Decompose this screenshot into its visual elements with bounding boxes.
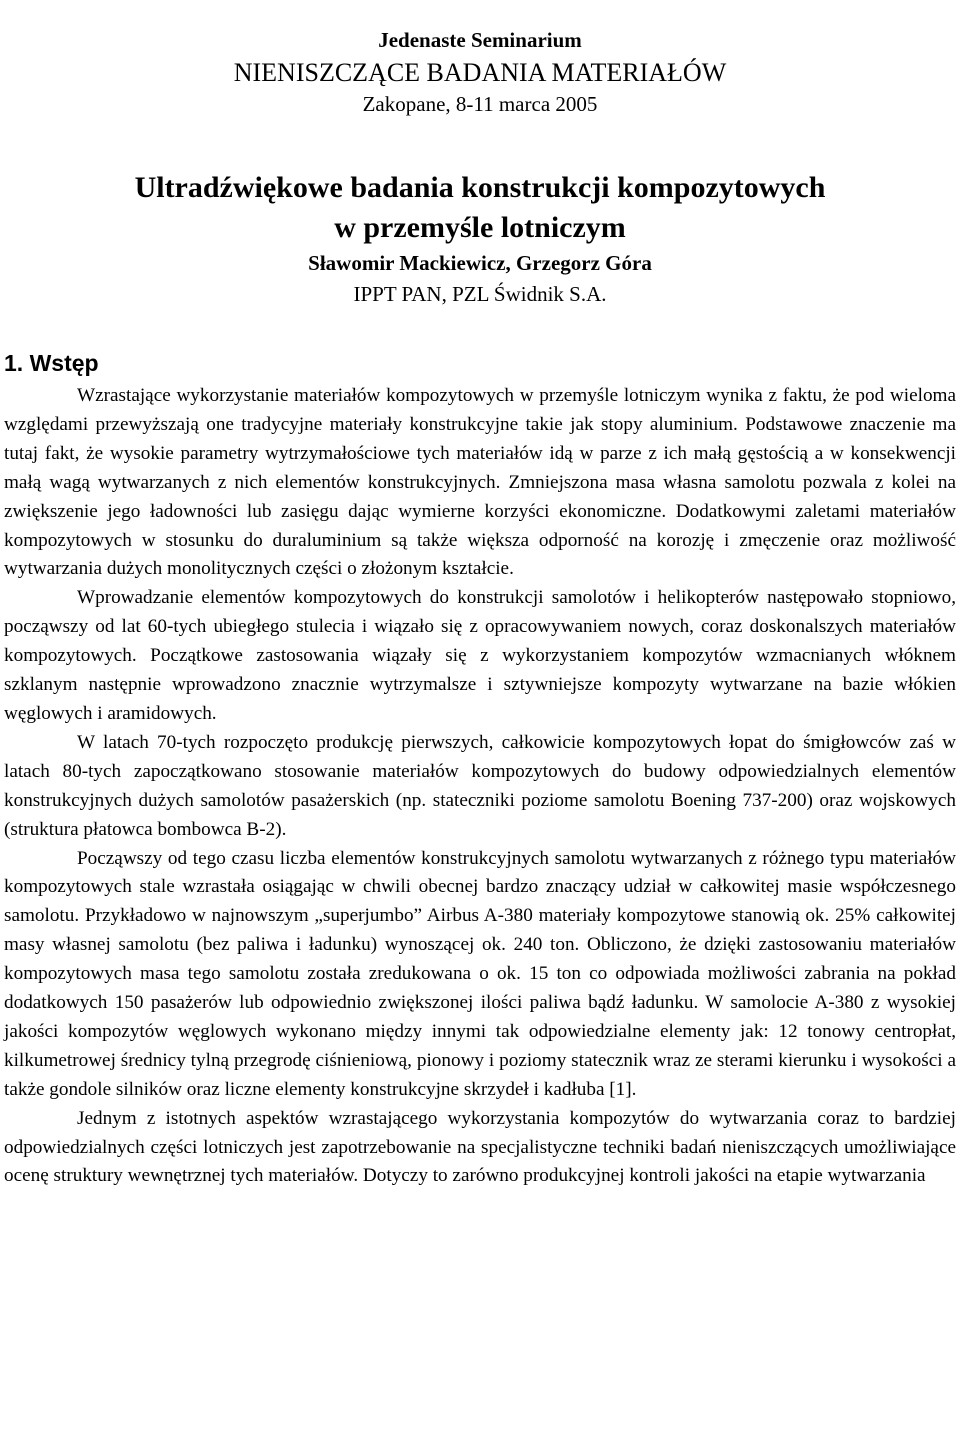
paper-title-line-1: Ultradźwiękowe badania konstrukcji kompozytowych (134, 171, 826, 204)
paper-affiliation: IPPT PAN, PZL Świdnik S.A. (353, 282, 607, 306)
conference-name: NIENISZCZĄCE BADANIA MATERIAŁÓW (233, 58, 727, 87)
paper-authors: Sławomir Mackiewicz, Grzegorz Góra (308, 251, 652, 275)
body-paragraph: W latach 70-tych rozpoczęto produkcję pierwszych, całkowicie kompozytowych łopat do śmigłowców zaś w latach 80-tych zapoczątkowano stosowanie materiałów kompozytowych do budowy odpowiedzialnych elementów konstrukcyjnych dużych samolotów pasażerskich (np. stateczniki poziome samolotu Boening 737-200) oraz wojskowych (struktura płatowca bombowca B-2). (4, 731, 956, 840)
paper-title-line-2: w przemyśle lotniczym (334, 211, 626, 244)
body-paragraph: Wzrastające wykorzystanie materiałów kompozytowych w przemyśle lotniczym wynika z faktu, że pod wieloma względami przewyższają one tradycyjne materiały konstrukcyjne takie jak stopy aluminium. Podstawowe znaczenie ma tutaj fakt, że wysokie parametry wytrzymałościowe tych materiałów idą w parze z ich małą gęstością a w konsekwencji małą wagą wytwarzanych z nich elementów konstrukcyjnych. Zmniejszona masa własna samolotu pozwala z kolei na zwiększenie jego ładowności lub zasięgu dając wymierne korzyści ekonomiczne. Dodatkowymi zaletami materiałów kompozytowych w stosunku do duraluminium są także większa odporność na korozję i zmęczenie oraz możliwość wytwarzania dużych monolitycznych części o złożonym kształcie. (4, 385, 956, 580)
conference-place-date: Zakopane, 8-11 marca 2005 (362, 92, 598, 116)
body-paragraph: Wprowadzanie elementów kompozytowych do konstrukcji samolotów i helikopterów następowało stopniowo, począwszy od lat 60-tych ubiegłego stulecia i wiązało się z opracowywaniem nowych, coraz doskonalszych materiałów kompozytowych. Początkowe zastosowania wiązały się z wykorzystaniem kompozytów wzmacnianych włóknem szklanym następnie wprowadzono znacznie wytrzymalsze i sztywniejsze kompozyty wytwarzane na bazie włókien węglowych i aramidowych. (4, 587, 956, 724)
body-paragraph: Począwszy od tego czasu liczba elementów konstrukcyjnych samolotu wytwarzanych z różnego typu materiałów kompozytowych stale wzrastała osiągając w chwili obecnej bardzo znaczący udział w całkowitej masie współczesnego samolotu. Przykładowo w najnowszym „superjumbo” Airbus A-380 materiały kompozytowe stanowią ok. 25% całkowitej masy własnej samolotu (bez paliwa i ładunku) wynoszącej ok. 240 ton. Obliczono, że dzięki zastosowaniu materiałów kompozytowych masa tego samolotu została zredukowana o ok. 15 ton co odpowiada możliwości zabrania na pokład dodatkowych 150 pasażerów lub odpowiednio zwiększonej ilości paliwa bądź ładunku. W samolocie A-380 z wysokiej jakości kompozytów węglowych wykonano między innymi tak odpowiedzialne elementy jak: 12 tonowy centropłat, kilkumetrowej średnicy tylną przegrodę ciśnieniową, pionowy i poziomy statecznik wraz ze sterami kierunku i wysokości a także gondole silników oraz liczne elementy konstrukcyjne skrzydeł i kadłuba [1]. (4, 847, 956, 1100)
conference-series: Jedenaste Seminarium (378, 28, 582, 52)
body-paragraph: Jednym z istotnych aspektów wzrastającego wykorzystania kompozytów do wytwarzania coraz to bardziej odpowiedzialnych części lotniczych jest zapotrzebowanie na specjalistyczne techniki badań nieniszczących umożliwiające ocenę struktury wewnętrznej tych materiałów. Dotyczy to zarówno produkcyjnej kontroli jakości na etapie wytwarzania (4, 1107, 956, 1187)
section-heading: 1. Wstęp (4, 350, 99, 376)
paper-title (4, 168, 956, 248)
